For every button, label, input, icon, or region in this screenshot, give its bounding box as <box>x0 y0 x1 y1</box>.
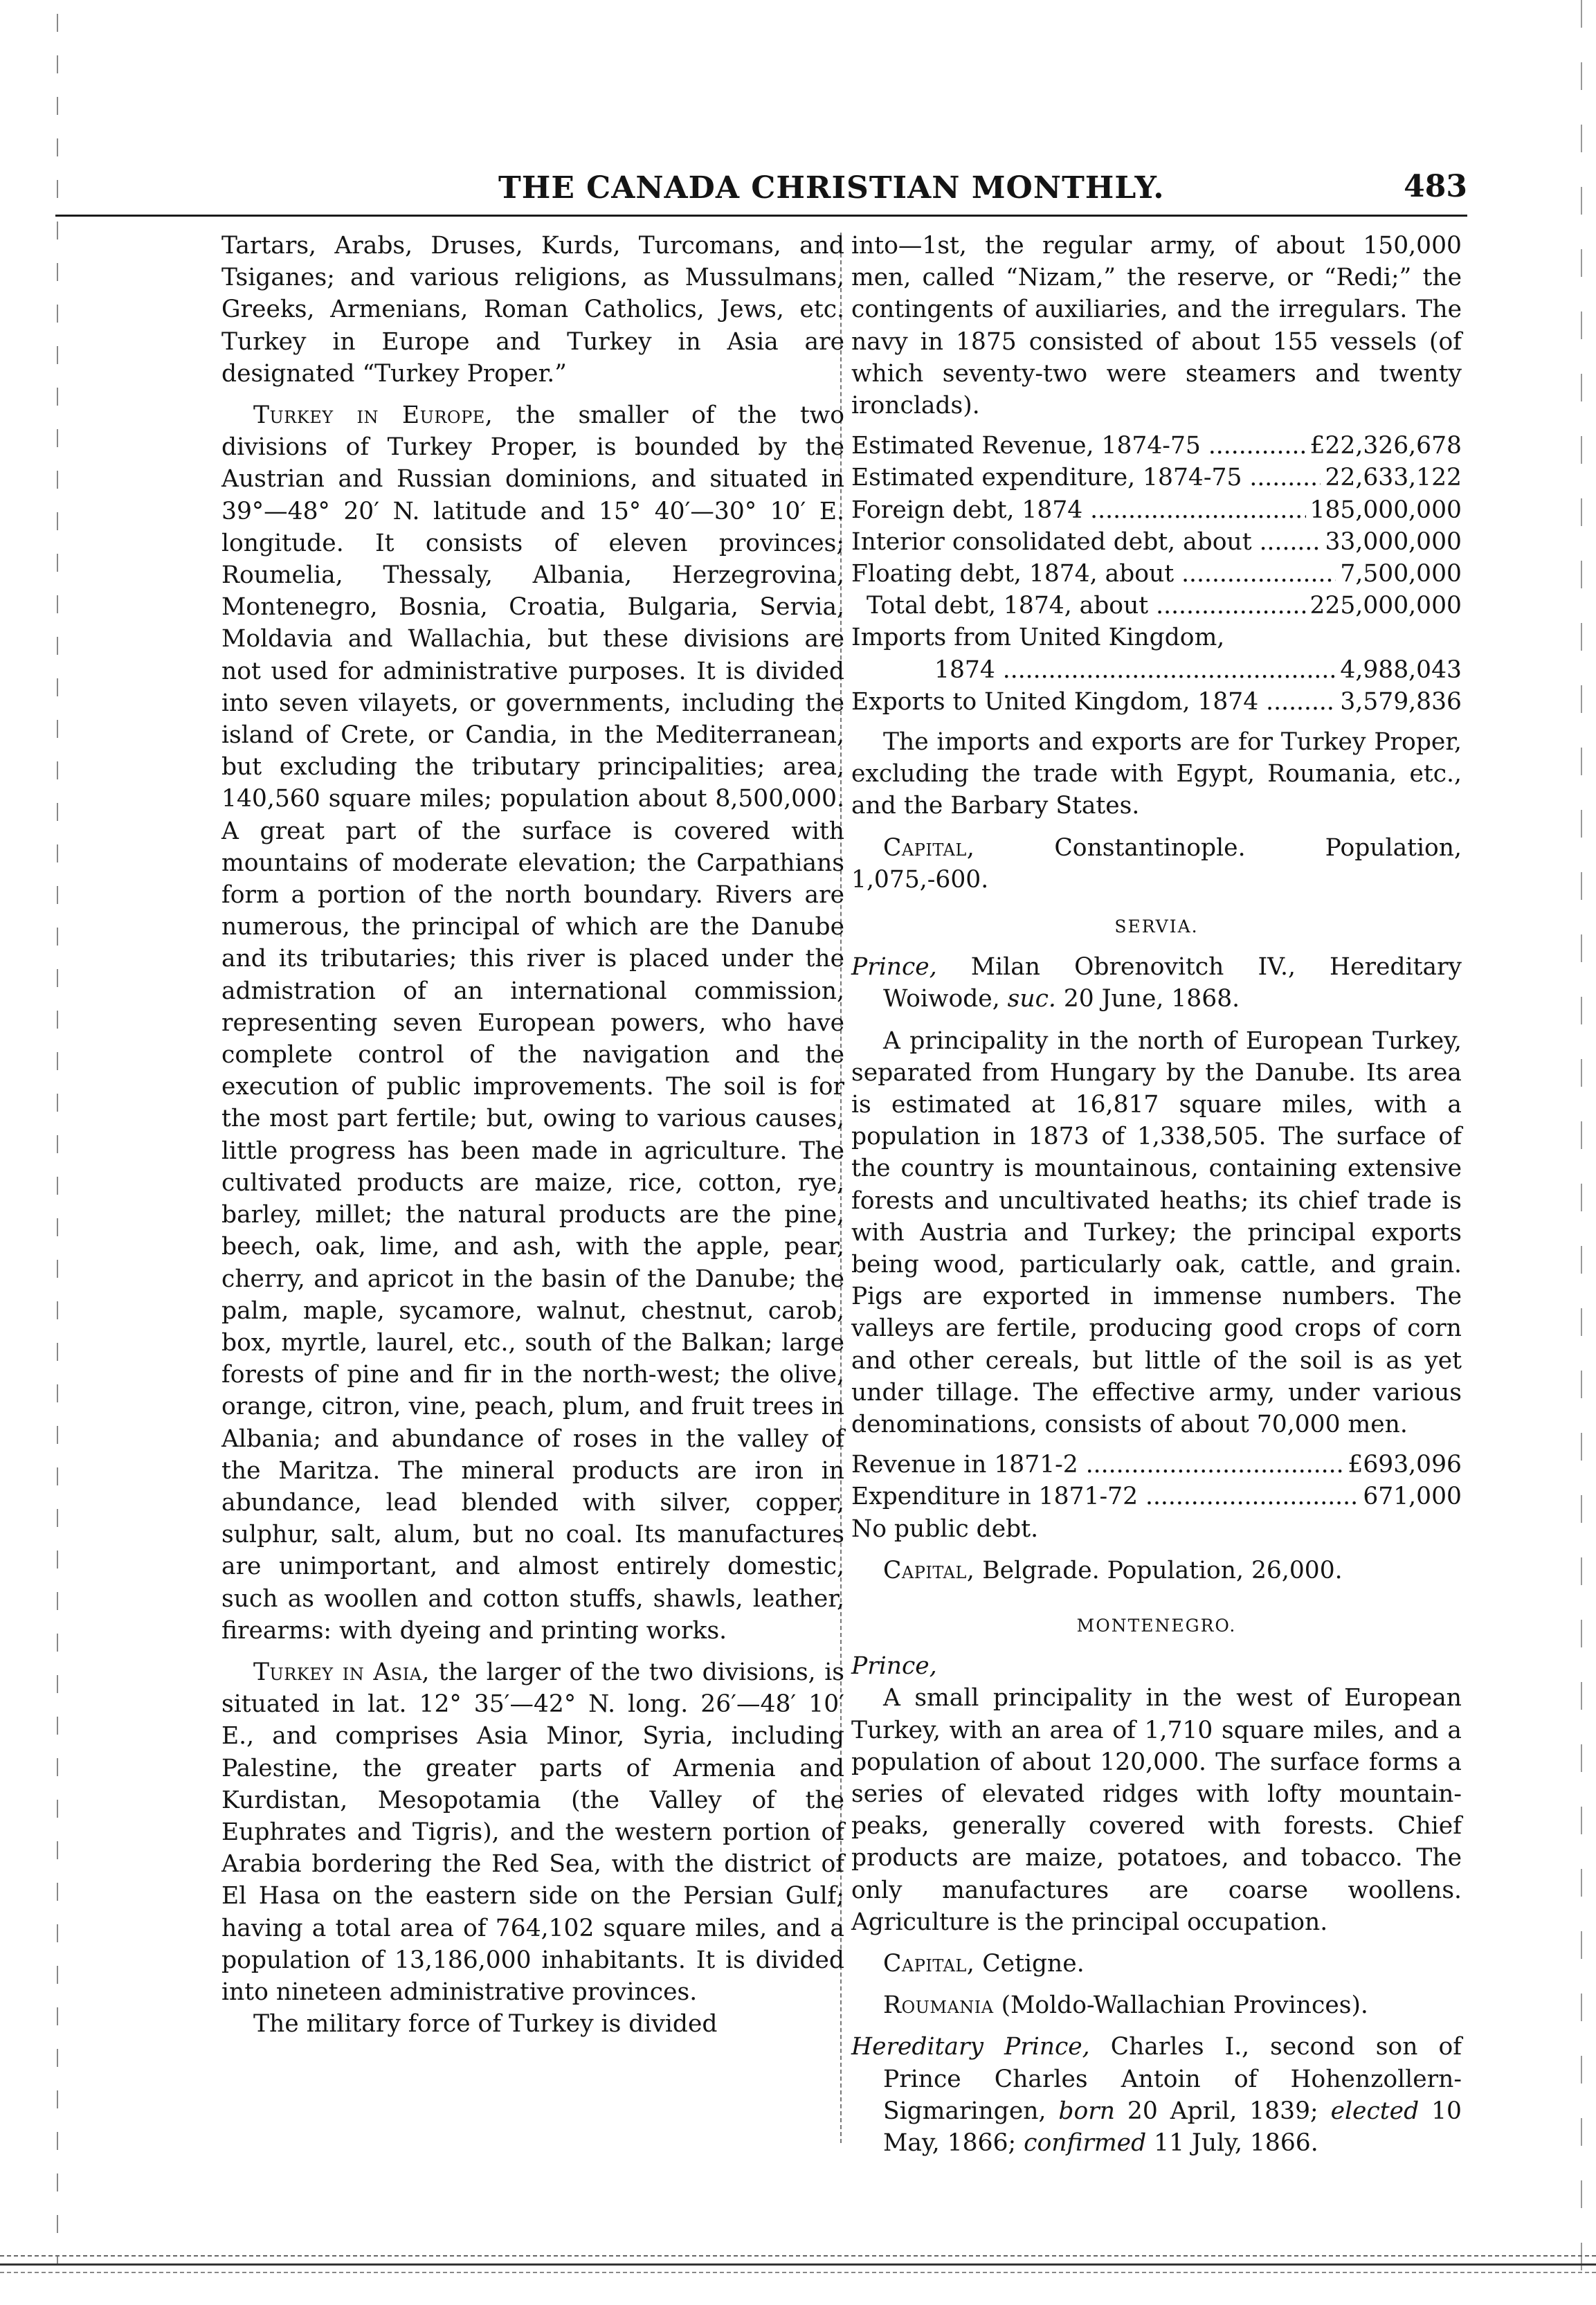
stat-row: Total debt, 1874, about ..... 225,000,000 <box>851 590 1462 622</box>
stat-row: Floating debt, 1874, about ..... 7,500,000 <box>851 558 1462 590</box>
capital-constantinople: Capital, Constantinople. Population, 1,075,-600. <box>851 833 1462 894</box>
montenegro-paragraph: A small principality in the west of European Turkey, with an area of 1,710 square miles, and a population of about 120,000. The surface forms a series of elevated ridges with lofty mountain-peaks, generally covered with forests. Chief products are maize, potatoes, and tobacco. The only manufactures are coarse woollens. Agriculture is the principal occupation. <box>851 1684 1462 1936</box>
stat-row: Expenditure in 1871-72 ..... 671,000 <box>851 1481 1462 1512</box>
page-number: 483 <box>1404 169 1467 204</box>
turkey-finance-table <box>851 430 1462 718</box>
stat-row: Revenue in 1871-2 ..... £693,096 <box>851 1449 1462 1481</box>
no-public-debt: No public debt. <box>851 1515 1039 1543</box>
roumania-prince-line: Hereditary Prince, Charles I., second son of Prince Charles Antoin of Hohenzollern-Sigmaringen, born 20 April, 1839; elected 10 May, 1866; confirmed 11 July, 1866. <box>851 2033 1462 2157</box>
turkey-in-europe-text: the smaller of the two divisions of Turkey Proper, is bounded by the Austrian and Russian dominions, and situated in 39°—48° 20′ N. latitude and 15° 40′—30° 10′ E. longitude. It consists of eleven provinces; Roumelia, Thessaly, Albania, Herzegrovina, Montenegro, Bosnia, Croatia, Bulgaria, Servia, Moldavia and Wallachia, but these divisions are not used for administrative purposes. It is divided into seven vilayets, or governments, including the island of Crete, or Candia, in the Mediterranean, but excluding the tributary principalities; area, 140,560 square miles; population about 8,500,000. A great part of the surface is covered with mountains of moderate elevation; the Carpathians form a portion of the north boundary. Rivers are numerous, the principal of which are the Danube and its tributaries; this river is placed under the admistration of an international commission, representing seven European powers, who have complete control of the navigation and the execution of public improvements. The soil is for the most part fertile; but, owing to various causes, little progress has been made in agriculture. The cultivated products are maize, rice, cotton, rye, barley, millet; the natural products are the pine, beech, oak, lime, and ash, with the apple, pear, cherry, and apricot in the basin of the Danube; the palm, maple, sycamore, walnut, chestnut, carob, box, myrtle, laurel, etc., south of the Balkan; large forests of pine and fir in the north-west; the olive, orange, citron, vine, peach, plum, and fruit trees in Albania; and abundance of roses in the valley of the Maritza. The mineral products are iron in abundance, lead blended with silver, copper, sulphur, salt, alum, but no coal. Its manufactures are unimportant, and almost entirely domestic, such as woollen and cotton stuffs, shawls, leather, firearms: with dyeing and printing works. <box>221 401 844 1645</box>
stat-row: Estimated Revenue, 1874-75 ..... £22,326,678 <box>851 430 1462 462</box>
turkey-in-asia-text: the larger of the two divisions, is situated in lat. 12° 35′—42° N. long. 26′—48′ 10′ E., and comprises Asia Minor, Syria, including Palestine, the greater parts of Armenia and Kurdistan, Mesopotamia (the Valley of the Euphrates and Tigris), and the western portion of Arabia bordering the Red Sea, with the district of El Hasa on the eastern side on the Persian Gulf; having a total area of 764,102 square miles, and a population of 13,186,000 inhabitants. It is divided into nineteen administrative provinces. <box>221 1658 844 2006</box>
trade-note-paragraph: The imports and exports are for Turkey Proper, excluding the trade with Egypt, Roumania, etc., and the Barbary States. <box>851 727 1462 820</box>
roumania-heading: Roumania (Moldo-Wallachian Provinces). <box>883 1991 1368 2020</box>
stat-row: Interior consolidated debt, about ..... 33,000,000 <box>851 526 1462 558</box>
stat-row: Imports from United Kingdom, <box>851 624 1225 652</box>
turkey-in-europe-paragraph <box>221 399 844 1647</box>
right-column <box>851 230 1462 2159</box>
running-title: THE CANADA CHRISTIAN MONTHLY. <box>498 170 1165 206</box>
stat-row: Exports to United Kingdom, 1874 ..... 3,579,836 <box>851 686 1462 718</box>
bottom-edge-rules <box>0 2255 1596 2283</box>
left-paragraph-1: Tartars, Arabs, Druses, Kurds, Turcomans, and Tsiganes; and various religions, as Mussulmans, Greeks, Armenians, Roman Catholics, Jews, etc. Turkey in Europe and Turkey in Asia are designated “Turkey Proper.” <box>221 232 844 388</box>
montenegro-heading: MONTENEGRO. <box>1076 1615 1237 1636</box>
servia-finance-table <box>851 1449 1462 1512</box>
page-edge-right <box>1581 0 1582 2284</box>
page-header <box>55 166 1467 217</box>
stat-row: 1874 ..... 4,988,043 <box>851 654 1462 686</box>
servia-heading: SERVIA. <box>1114 916 1199 937</box>
left-column <box>221 230 844 2040</box>
stat-row: Foreign debt, 1874 ..... 185,000,000 <box>851 494 1462 526</box>
turkey-in-europe-lead: Turkey in Europe, <box>253 401 493 430</box>
page-edge-left <box>57 14 58 2263</box>
capital-cetigne: Capital, Cetigne. <box>883 1949 1085 1978</box>
montenegro-prince: Prince, <box>851 1652 937 1681</box>
stat-row: Estimated expenditure, 1874-75 ..... 22,633,122 <box>851 462 1462 494</box>
servia-prince-line: Prince, Milan Obrenovitch IV., Hereditary Woiwode, suc. 20 June, 1868. <box>851 953 1462 1013</box>
turkey-in-asia-lead: Turkey in Asia, <box>253 1658 430 1686</box>
servia-paragraph: A principality in the north of European Turkey, separated from Hungary by the Danube. Its area is estimated at 16,817 square miles, with a population in 1873 of 1,338,505. The surface of the country is mountainous, containing extensive forests and uncultivated heaths; its chief trade is with Austria and Turkey; the principal exports being wood, particularly oak, cattle, and grain. Pigs are exported in immense numbers. The valleys are fertile, producing good crops of corn and other cereals, but little of the soil is as yet under tillage. The effective army, under various denominations, consists of about 70,000 men. <box>851 1027 1462 1438</box>
capital-belgrade: Capital, Belgrade. Population, 26,000. <box>883 1556 1343 1584</box>
military-force-paragraph: The military force of Turkey is divided <box>253 2010 718 2039</box>
turkey-in-asia-paragraph <box>221 1656 844 2008</box>
right-paragraph-1: into—1st, the regular army, of about 150,000 men, called “Nizam,” the reserve, or “Redi;” the contingents of auxiliaries, and the irregulars. The navy in 1875 consisted of about 155 vessels (of which seventy-two were steamers and twenty ironclads). <box>851 232 1462 420</box>
